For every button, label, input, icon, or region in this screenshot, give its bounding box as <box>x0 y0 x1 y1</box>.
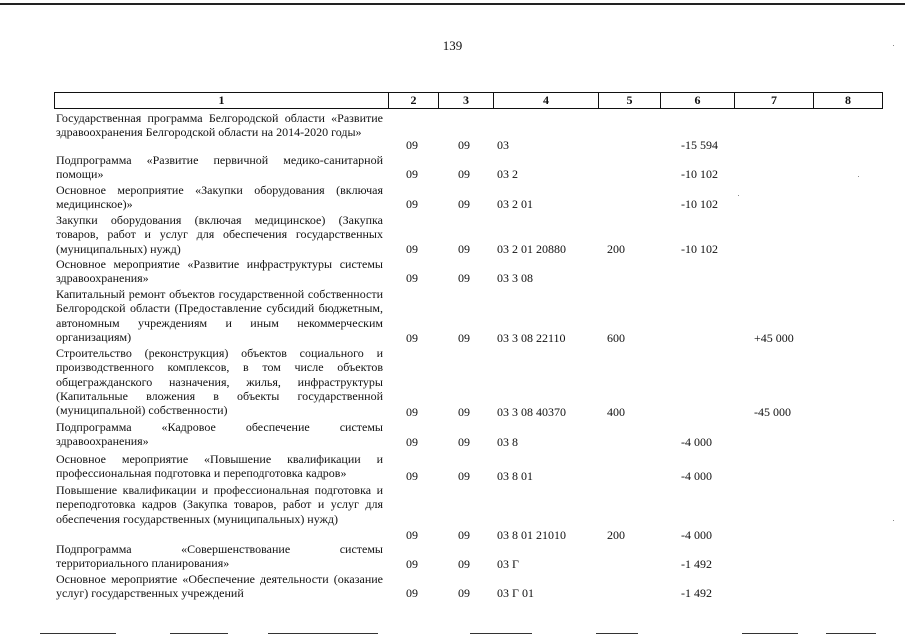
row-description: Подпрограмма «Развитие первичной медико-санитарной помощи» <box>56 153 383 182</box>
scan-speck <box>858 176 859 177</box>
row-amount-col7: -45 000 <box>754 405 791 419</box>
row-amount-col6: -10 102 <box>681 167 718 181</box>
row-subsection: 09 <box>458 528 470 542</box>
row-section: 09 <box>406 469 418 483</box>
row-section: 09 <box>406 557 418 571</box>
row-amount-col6: -4 000 <box>681 528 712 542</box>
row-target-code: 03 3 08 <box>497 271 533 285</box>
row-target-code: 03 8 <box>497 435 518 449</box>
row-expense-type: 600 <box>607 331 625 345</box>
column-header-8: 8 <box>814 93 883 109</box>
scan-speck <box>738 195 739 196</box>
row-description: Государственная программа Белгородской области «Развитие здравоохранения Белгородской области на 2014-2020 годы» <box>56 111 383 140</box>
table-row <box>0 572 905 608</box>
page-number: 139 <box>442 38 463 53</box>
row-description: Основное мероприятие «Повышение квалификации и профессиональная подготовка и переподготовка кадров» <box>56 452 383 481</box>
row-amount-col6: -10 102 <box>681 197 718 211</box>
row-section: 09 <box>406 167 418 181</box>
row-description: Закупки оборудования (включая медицинское) (Закупка товаров, работ и услуг для обеспечения государственных (муниципальных) нужд) <box>56 213 383 256</box>
row-amount-col6: -4 000 <box>681 469 712 483</box>
row-description: Подпрограмма «Кадровое обеспечение системы здравоохранения» <box>56 420 383 449</box>
scan-edge-dash <box>268 633 378 634</box>
row-section: 09 <box>406 586 418 600</box>
column-header-2: 2 <box>389 93 439 109</box>
row-expense-type: 200 <box>607 242 625 256</box>
row-target-code: 03 8 01 21010 <box>497 528 566 542</box>
row-amount-col6: -4 000 <box>681 435 712 449</box>
row-subsection: 09 <box>458 557 470 571</box>
row-amount-col6: -1 492 <box>681 586 712 600</box>
column-header-1: 1 <box>55 93 389 109</box>
scan-edge-dash <box>170 633 228 634</box>
scan-edge-dash <box>470 633 532 634</box>
row-section: 09 <box>406 405 418 419</box>
row-subsection: 09 <box>458 405 470 419</box>
row-subsection: 09 <box>458 271 470 285</box>
row-section: 09 <box>406 138 418 152</box>
scan-speck <box>893 45 894 46</box>
column-header-5: 5 <box>599 93 661 109</box>
row-section: 09 <box>406 435 418 449</box>
row-target-code: 03 <box>497 138 509 152</box>
scan-edge-dash <box>596 633 638 634</box>
row-subsection: 09 <box>458 138 470 152</box>
row-subsection: 09 <box>458 331 470 345</box>
row-section: 09 <box>406 271 418 285</box>
column-header-3: 3 <box>439 93 494 109</box>
row-description: Капитальный ремонт объектов государственной собственности Белгородской области (Предоставление субсидий бюджетным, автономным учреждениям и иным некоммерческим организациям) <box>56 287 383 344</box>
row-target-code: 03 Г 01 <box>497 586 534 600</box>
row-expense-type: 400 <box>607 405 625 419</box>
row-target-code: 03 2 01 <box>497 197 533 211</box>
row-target-code: 03 2 <box>497 167 518 181</box>
row-target-code: 03 2 01 20880 <box>497 242 566 256</box>
row-description: Основное мероприятие «Обеспечение деятельности (оказание услуг) государственных учреждений <box>56 572 383 601</box>
row-amount-col6: -10 102 <box>681 242 718 256</box>
row-description: Основное мероприятие «Закупки оборудования (включая медицинское)» <box>56 183 383 212</box>
row-target-code: 03 3 08 22110 <box>497 331 566 345</box>
row-amount-col7: +45 000 <box>754 331 794 345</box>
row-amount-col6: -1 492 <box>681 557 712 571</box>
row-description: Повышение квалификации и профессиональная подготовка и переподготовка кадров (Закупка товаров, работ и услуг для обеспечения государственных (муниципальных) нужд) <box>56 483 383 526</box>
row-subsection: 09 <box>458 586 470 600</box>
column-header-4: 4 <box>494 93 599 109</box>
row-expense-type: 200 <box>607 528 625 542</box>
row-target-code: 03 8 01 <box>497 469 533 483</box>
row-description: Основное мероприятие «Развитие инфраструктуры системы здравоохранения» <box>56 257 383 286</box>
row-subsection: 09 <box>458 469 470 483</box>
row-target-code: 03 3 08 40370 <box>497 405 566 419</box>
column-header-6: 6 <box>661 93 735 109</box>
scan-speck <box>893 520 894 521</box>
scan-edge-dash <box>40 633 116 634</box>
scan-edge-dash <box>742 633 798 634</box>
row-description: Строительство (реконструкция) объектов социального и производственного комплексов, в том числе объектов общегражданского назначения, жилья, инфраструктуры (Капитальные вложения в объекты государственной (муниципальной) собственности) <box>56 346 383 418</box>
column-header-7: 7 <box>735 93 814 109</box>
row-section: 09 <box>406 331 418 345</box>
row-target-code: 03 Г <box>497 557 519 571</box>
row-subsection: 09 <box>458 167 470 181</box>
row-subsection: 09 <box>458 435 470 449</box>
scan-edge-dash <box>826 633 876 634</box>
row-subsection: 09 <box>458 197 470 211</box>
row-section: 09 <box>406 528 418 542</box>
row-amount-col6: -15 594 <box>681 138 718 152</box>
row-section: 09 <box>406 197 418 211</box>
row-section: 09 <box>406 242 418 256</box>
row-description: Подпрограмма «Совершенствование системы территориального планирования» <box>56 542 383 571</box>
row-subsection: 09 <box>458 242 470 256</box>
